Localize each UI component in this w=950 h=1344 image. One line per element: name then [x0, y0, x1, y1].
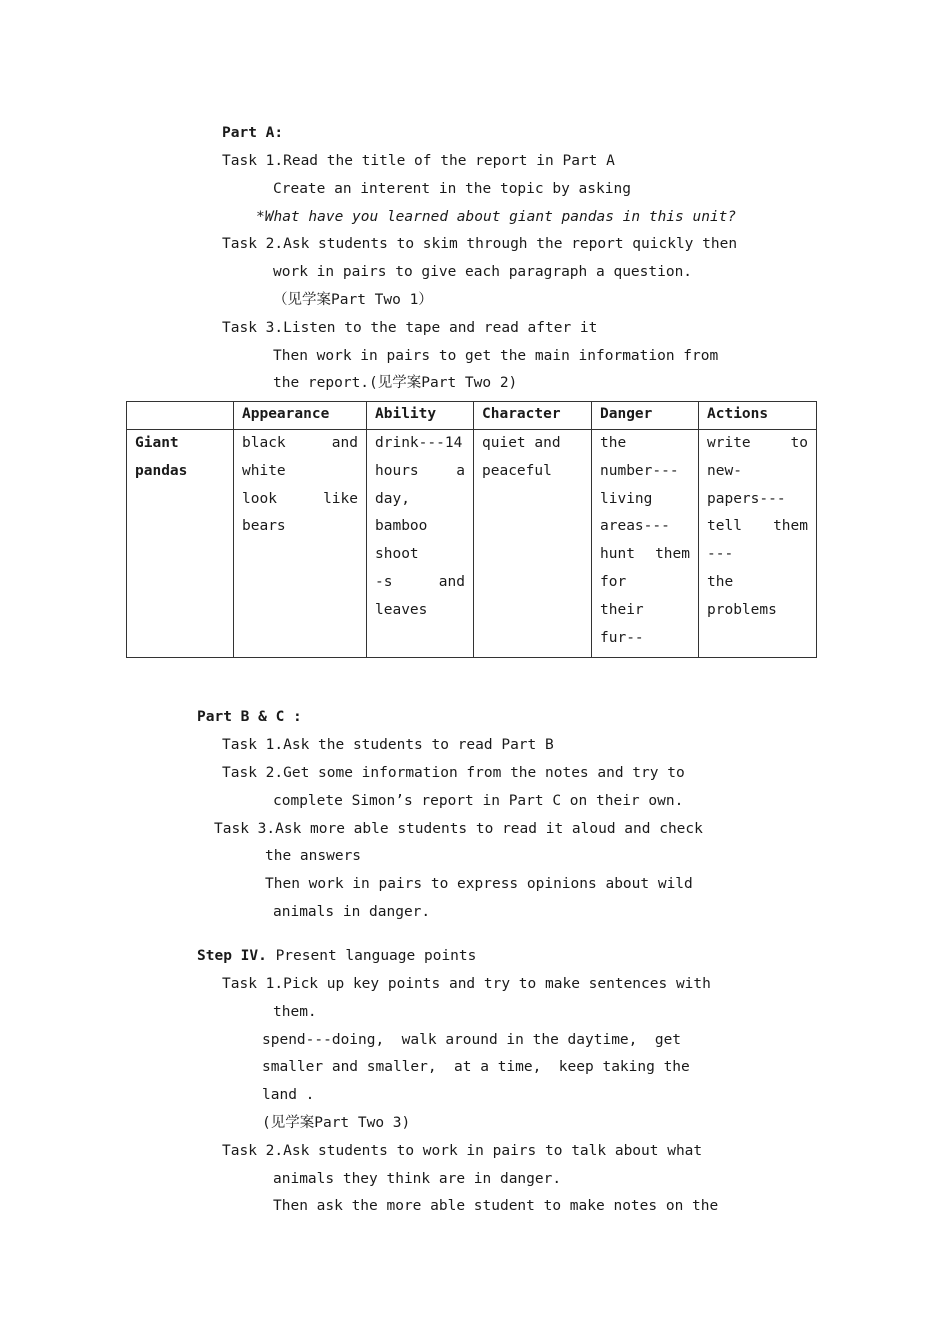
- part-a-task2-line1: Task 2.Ask students to skim through the report quickly then: [222, 236, 738, 252]
- part-a-task3-line2: Then work in pairs to get the main information from: [273, 348, 719, 364]
- part-a-task1-line2: Create an interent in the topic by asking: [273, 181, 631, 197]
- part-bc-task3-line4: animals in danger.: [273, 904, 431, 920]
- actions-line: tell them: [707, 518, 808, 535]
- appearance-line: look like: [242, 490, 358, 507]
- ability-line: shoot: [375, 546, 419, 563]
- appearance-cell: [234, 430, 367, 658]
- giant-panda-table: [126, 401, 817, 658]
- step4-task2-line3: Then ask the more able student to make notes on the: [273, 1198, 719, 1214]
- danger-line: living: [600, 490, 653, 507]
- table-header-blank: [127, 402, 234, 430]
- appearance-line: bears: [242, 518, 286, 535]
- appearance-line: black and: [242, 435, 358, 451]
- part-a-task2-line2: work in pairs to give each paragraph a question.: [273, 264, 693, 280]
- actions-line: the: [707, 573, 734, 590]
- character-cell: [474, 430, 592, 658]
- table-header-danger: Danger: [592, 402, 699, 430]
- part-a-task3-line1: Task 3.Listen to the tape and read after it: [222, 320, 598, 336]
- part-a-task1-question: *What have you learned about giant pandas in this unit?: [256, 209, 737, 225]
- part-a-task3-ref: the report.(见学案Part Two 2): [273, 375, 518, 391]
- ability-line: bamboo: [375, 518, 428, 535]
- part-bc-task2-line2: complete Simon’s report in Part C on their own.: [273, 793, 684, 809]
- step4-key-points-line2: smaller and smaller, at a time, keep taking the: [262, 1059, 690, 1075]
- table-row-giant-pandas: [127, 430, 817, 658]
- step4-heading-label: Step IV.: [197, 948, 267, 964]
- table-header-ability: Ability: [367, 402, 474, 430]
- danger-cell: [592, 430, 699, 658]
- table-header-appearance: Appearance: [234, 402, 367, 430]
- step4-key-points-line1: spend---doing, walk around in the daytime, get: [262, 1032, 682, 1048]
- danger-line: the: [600, 435, 627, 451]
- row-label-line: pandas: [135, 462, 188, 479]
- character-line: quiet and: [482, 435, 561, 451]
- part-bc-heading: Part B & C :: [197, 709, 302, 725]
- ability-line: day,: [375, 490, 410, 507]
- actions-line: problems: [707, 601, 777, 618]
- actions-line: new-: [707, 462, 742, 479]
- actions-line: papers---: [707, 490, 786, 507]
- part-bc-task3-line3: Then work in pairs to express opinions about wild: [265, 876, 693, 892]
- table-header-character: Character: [474, 402, 592, 430]
- ability-cell: [367, 430, 474, 658]
- danger-line: for: [600, 573, 627, 590]
- actions-cell: [699, 430, 817, 658]
- danger-line: their: [600, 601, 644, 618]
- part-bc-task3-line2: the answers: [265, 848, 362, 864]
- row-label-cell: [127, 430, 234, 658]
- appearance-line: white: [242, 462, 286, 479]
- table-header-row: [127, 402, 817, 430]
- danger-line: number---: [600, 462, 679, 479]
- step4-task1-line1: Task 1.Pick up key points and try to make sentences with: [222, 976, 711, 992]
- danger-line: hunt them: [600, 546, 690, 563]
- step4-heading: [197, 946, 476, 966]
- ability-line: leaves: [375, 601, 428, 618]
- step4-heading-text: Present language points: [266, 948, 477, 964]
- danger-line: fur--: [600, 629, 644, 646]
- ability-line: -s and: [375, 573, 465, 590]
- actions-line: write to: [707, 435, 808, 451]
- danger-line: areas---: [600, 518, 670, 535]
- table-header-actions: Actions: [699, 402, 817, 430]
- step4-task1-ref: (见学案Part Two 3): [262, 1115, 411, 1131]
- step4-key-points-line3: land .: [262, 1087, 315, 1103]
- step4-task1-line2: them.: [273, 1004, 317, 1020]
- part-a-heading: Part A:: [222, 125, 284, 141]
- ability-line: hours a: [375, 462, 465, 479]
- part-bc-task1: Task 1.Ask the students to read Part B: [222, 737, 554, 753]
- step4-task2-line2: animals they think are in danger.: [273, 1171, 562, 1187]
- part-a-task2-ref: （见学案Part Two 1）: [273, 292, 433, 308]
- row-label-line: Giant: [135, 435, 179, 451]
- part-bc-task2-line1: Task 2.Get some information from the notes and try to: [222, 765, 685, 781]
- part-bc-task3-line1: Task 3.Ask more able students to read it aloud and check: [214, 821, 703, 837]
- step4-task2-line1: Task 2.Ask students to work in pairs to talk about what: [222, 1143, 703, 1159]
- ability-line: drink---14: [375, 435, 463, 451]
- character-line: peaceful: [482, 462, 552, 479]
- actions-line: ---: [707, 546, 734, 563]
- part-a-task1-line1: Task 1.Read the title of the report in Part A: [222, 153, 615, 169]
